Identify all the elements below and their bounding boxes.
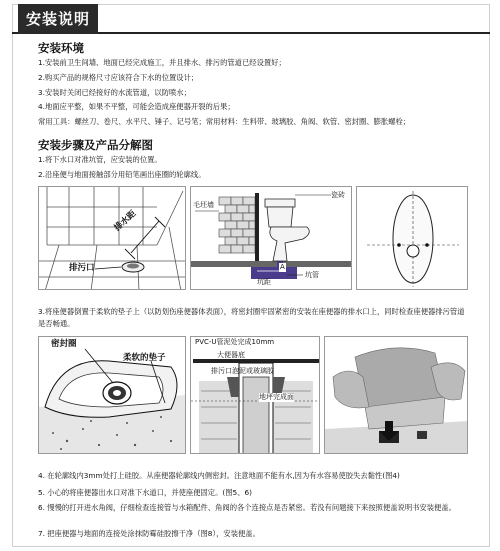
figure-floor-pit (38, 186, 186, 290)
toilet-side-drawing (191, 187, 352, 290)
floor-pit-drawing (39, 187, 186, 290)
step-1: 1.将下水口对准坑管，应安装的位置。 (38, 155, 162, 164)
env-line-1: 1.安装前卫生间墙、地面已经完成施工，并且排水、排污的管道已经设置好； (38, 58, 286, 67)
figure-outline-top (356, 186, 468, 290)
place-toilet-drawing (325, 337, 468, 454)
step-7: 7. 把座便器与地面的连接处涂抹防霉硅胶擦干净（图8），安装便盖。 (38, 529, 260, 538)
pit-distance-label: 排水距 (112, 208, 139, 234)
env-line-3: 3.安装时关闭已经接好的水流管道，以防喷水； (38, 88, 191, 97)
toilet-bottom-label: 大便器底 (217, 351, 245, 359)
outlet-label: 排污口 (69, 263, 95, 273)
soft-pad-label: 柔软的垫子 (123, 353, 166, 363)
seal-ring-label: 密封圈 (51, 339, 77, 349)
pit-pipe-label: 坑管 (305, 271, 319, 279)
floor-finish-label: 地坪完成面 (259, 393, 294, 401)
page-title: 安装说明 (18, 4, 98, 34)
step-4: 4. 在轮廓线内3mm处打上硅胶。从座便器轮廓线内侧密封。注意地面不能有水,因为有水容易使胶失去黏性(图4) (38, 471, 400, 480)
pvc-pipe-label: PVC-U管泥处完成10mm (195, 338, 275, 346)
env-line-4: 4.地面应平整，如果不平整，可能会造成座便器开裂的后果； (38, 102, 235, 111)
figure-pipe-section (190, 336, 320, 454)
step-3: 3.将座便器倒置于柔软的垫子上（以防划伤座便器体表面），将密封圈牢固紧密的安装在座便器的排水口上，同时检查座便器排污管道是否畅通。 (38, 307, 465, 328)
outline-top-drawing (357, 187, 468, 290)
env-line-2: 2.购买产品的规格尺寸应该符合下水的位置设计； (38, 73, 199, 82)
pipe-section-drawing (191, 337, 320, 454)
pit-distance-label: 坑距 (257, 278, 271, 286)
glue-label: 排污口泡泥或玻璃胶 (211, 367, 274, 375)
step-5: 5. 小心的将座便器出水口对准下水道口，并使座便固定。(图5、6) (38, 488, 252, 497)
wall-label: 毛坯墙 (193, 201, 214, 209)
figure-toilet-side (190, 186, 352, 290)
figure-seal-install (38, 336, 186, 454)
figure-place-toilet (324, 336, 468, 454)
env-heading: 安装环境 (38, 41, 84, 55)
env-tools-line: 常用工具：螺丝刀、卷尺、水平尺、锤子、记号笔；常用材料：生料带、玻璃胶、角阀、软管、密封圈、膨胀螺栓； (38, 117, 411, 126)
tile-label: 瓷砖 (331, 191, 345, 199)
step-2: 2.沿座便与地面接触部分用铅笔画出座圈的轮廓线。 (38, 170, 206, 179)
dimension-a-label: A (280, 263, 285, 271)
step-6: 6. 慢慢的打开进水角阀，仔细检查连接管与水箱配件、角阀的各个连接点是否紧密。若没有问题接下来按照便盖说明书安装便盖。 (38, 503, 456, 512)
steps-heading: 安装步骤及产品分解图 (38, 138, 153, 152)
